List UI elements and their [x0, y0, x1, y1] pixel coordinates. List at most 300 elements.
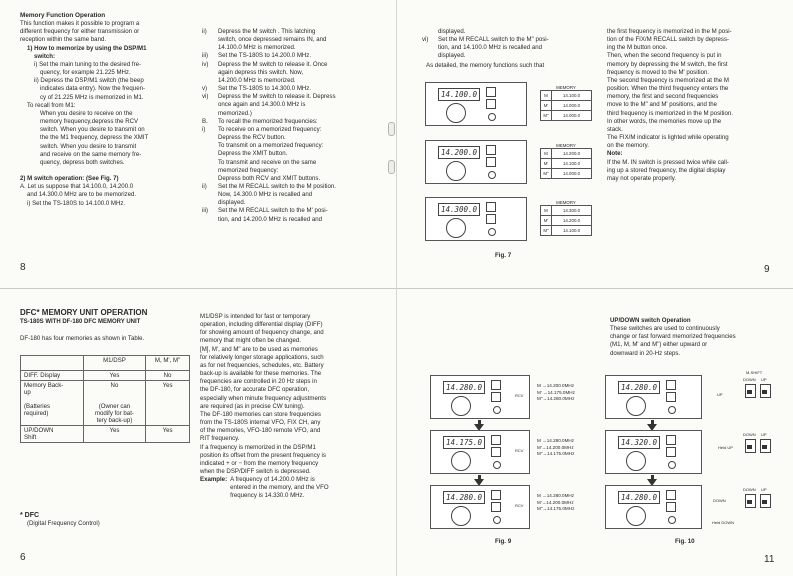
figure-caption: Fig. 10: [675, 538, 695, 545]
memory-key: M: [541, 206, 552, 215]
button-face-icon: [762, 500, 767, 504]
step-marker: [202, 69, 218, 77]
button-face-icon: [747, 500, 752, 504]
step-marker: [202, 142, 218, 150]
button-face-icon: [747, 390, 752, 394]
recall-label: To recall from M1:: [27, 101, 76, 109]
binder-ring: [388, 122, 395, 136]
down-button[interactable]: [745, 384, 756, 398]
body-line: The second frequency is memorized at the M: [607, 76, 729, 84]
table-cell: UP/DOWN Shift: [21, 426, 84, 443]
step-row: [202, 93, 372, 101]
step-text: Set the TS-180S to 14.200.0 MHz.: [218, 52, 312, 60]
memory-row: [541, 101, 591, 111]
table-cell: Memory Back- up (Batteries required): [21, 381, 84, 426]
footnote-body: (Digital Frequency Control): [27, 520, 100, 528]
dfc-footnote: [20, 512, 190, 528]
step-line: ii) Depress the DSP/M1 switch (the beep: [34, 77, 144, 85]
page-number: 6: [20, 552, 26, 563]
step-text: To receive on a memorized frequency:: [218, 125, 322, 133]
frequency-display: 14.280.0: [443, 491, 485, 504]
step-text: Depress the M switch . This latching: [218, 28, 316, 35]
example-label: Example:: [200, 476, 228, 484]
body-line: stack.: [607, 125, 623, 133]
step-text: displayed.: [218, 199, 246, 207]
intro-line: This function makes it possible to program a: [20, 20, 140, 28]
page-number: 8: [20, 262, 26, 273]
indicator-icon: [668, 406, 676, 414]
body-line: on the memory.: [607, 142, 649, 150]
step-text: memorized frequency:: [218, 166, 279, 174]
memory-value: 14.100.0: [562, 93, 581, 98]
step-marker: [202, 36, 218, 44]
step-row: [202, 199, 372, 207]
memory-list: [537, 383, 575, 403]
step-row: [202, 44, 372, 52]
step-text: To recall the memorized frequencies:: [218, 117, 318, 125]
page-number: 9: [764, 264, 770, 275]
tuning-knob: [451, 506, 471, 526]
memory-table: [20, 355, 190, 443]
step-marker: [202, 191, 218, 199]
switch-icon: [666, 490, 676, 500]
step-row: [202, 85, 372, 93]
step-row: [202, 77, 372, 85]
step-row: [202, 36, 372, 44]
table-cell: DIFF. Display: [21, 371, 84, 381]
example-body: [230, 476, 328, 500]
switch-icon: [486, 202, 496, 212]
spine-divider: [396, 0, 397, 576]
mshift-label: M-SHIFT: [746, 370, 763, 375]
body-line: for showing amount of frequency change, and: [200, 329, 324, 337]
page-title: DFC* MEMORY UNIT OPERATION: [20, 308, 148, 317]
switch-icon: [486, 145, 496, 155]
step-row: [202, 69, 372, 77]
step-row: [422, 28, 592, 36]
step-row: [202, 167, 372, 175]
memory-row: [541, 159, 591, 169]
body-line: are required (as in precise CW tuning).: [200, 402, 305, 410]
switch-icon: [491, 380, 501, 390]
page-number: 11: [764, 554, 775, 565]
switch-icon: [666, 392, 676, 402]
note-line: If the M. IN switch is pressed twice while call-: [607, 158, 729, 166]
table-cell: Yes: [146, 381, 190, 426]
step-line: i) Set the main tuning to the desired fre-: [34, 60, 142, 68]
step-marker: [202, 134, 218, 142]
frequency-display: 14.280.0: [618, 491, 660, 504]
table-intro: DF-180 has four memories as shown in Table.: [20, 335, 145, 343]
switch-icon: [486, 157, 496, 167]
up-button[interactable]: [760, 384, 771, 398]
body-line: of the memories, VFO-180 remote VFO, and: [200, 427, 321, 435]
button-face-icon: [747, 445, 752, 449]
up-label: UP: [761, 487, 767, 492]
step-text: tion, and 14.200.0 MHz is recalled and: [218, 215, 322, 223]
body-line: the DF-180, for accurate DFC operation,: [200, 386, 310, 394]
transceiver-panel: [425, 82, 527, 126]
figure-caption: Fig. 9: [495, 538, 512, 545]
step-marker: i): [202, 125, 206, 133]
memory-value: 14.000.0: [562, 113, 581, 118]
frequency-display: 14.280.0: [443, 381, 485, 394]
switch-icon: [491, 447, 501, 457]
memory-entry: M →14.280.0MHz: [537, 493, 575, 498]
step-marker: v): [202, 85, 208, 93]
page-9-col3: [422, 28, 592, 61]
memory-value: 14.000.0: [562, 103, 581, 108]
step-text: again depress this switch. Now,: [218, 68, 304, 76]
body-line: When you desire to receive on the: [40, 109, 133, 117]
down-label: DOWN: [743, 377, 756, 382]
body-line: memory by depressing the M switch, the first: [607, 60, 728, 68]
section-title: UP/DOWN switch Operation: [610, 317, 691, 324]
step-row: [202, 159, 372, 167]
switch-icon: [486, 87, 496, 97]
table-cell: Yes: [146, 426, 190, 443]
transceiver-panel: [425, 197, 527, 241]
up-label: UP: [761, 432, 767, 437]
step-row: [202, 126, 372, 134]
footnote-title: * DFC: [20, 512, 40, 519]
step-row: [422, 52, 592, 60]
example-block: [200, 476, 380, 500]
step-marker: [422, 44, 438, 52]
tuning-knob: [446, 161, 466, 181]
memory-row: [541, 216, 591, 226]
memory-row: [541, 169, 591, 178]
table-row: [21, 381, 190, 426]
step-text: memorized.): [218, 109, 252, 117]
step-marker: [202, 167, 218, 175]
step-text: Set the M RECALL switch to the M" posi-: [438, 36, 549, 44]
step-marker: B.: [202, 117, 208, 125]
memory-row: [541, 111, 591, 120]
step-row: [202, 150, 372, 158]
tuning-knob: [626, 451, 646, 471]
step-row: [202, 191, 372, 199]
body-line: M1/DSP is intended for fast or temporary: [200, 313, 311, 320]
step-text: Now, 14.300.0 MHz is recalled and: [218, 191, 313, 199]
body-line: move to the M" and M' positions, and the: [607, 101, 718, 109]
step-marker: [202, 101, 218, 109]
intro-line: reception within the same band.: [20, 36, 107, 44]
body-line: the first frequency is memorized in the M posi-: [607, 28, 732, 35]
memory-row: [541, 226, 591, 235]
step-text: Set the M RECALL switch to the M position.: [218, 182, 336, 190]
note-line: may not operate properly.: [607, 174, 676, 182]
step-marker: [422, 28, 438, 36]
memory-key: M: [541, 91, 552, 100]
step-row: [202, 28, 372, 36]
step-text: once again and 14.300.0 MHz is: [218, 101, 306, 109]
switch-icon: [491, 392, 501, 402]
indicator-icon: [493, 461, 501, 469]
down-button[interactable]: [745, 494, 756, 508]
memory-entry: M'→14.200.0MHz: [537, 444, 574, 450]
step-text: Depress both RCV and XMIT buttons.: [218, 174, 321, 182]
step-text: displayed.: [438, 28, 466, 35]
subsection-title: 1) How to memorize by using the DSP/M1: [27, 44, 147, 52]
down-label: DOWN: [713, 498, 726, 503]
body-line: ing the M button once.: [607, 44, 668, 52]
step-marker: ii): [202, 28, 207, 35]
up-label: UP: [761, 377, 767, 382]
memory-key: M': [541, 101, 552, 110]
memory-list: [537, 438, 574, 458]
held-up-label: Held UP: [718, 445, 733, 450]
step-marker: [202, 199, 218, 207]
step-text: Depress the RCV button.: [218, 134, 286, 142]
indicator-icon: [493, 516, 501, 524]
switch-icon: [666, 435, 676, 445]
table-header-cell: M1/DSP: [83, 356, 145, 371]
page-7: [200, 313, 380, 501]
step-marker: [202, 110, 218, 118]
step-marker: [202, 150, 218, 158]
transceiver-panel: [605, 485, 702, 529]
tuning-knob: [626, 396, 646, 416]
page-subtitle: TS-180S WITH DF-180 DFC MEMORY UNIT: [20, 319, 141, 325]
page-8-col2: [202, 28, 372, 224]
frequency-display: 14.100.0: [438, 88, 480, 101]
step-marker: [202, 175, 218, 183]
memory-value: 14.200.0: [562, 151, 581, 156]
table-header-cell: M, M', M": [146, 356, 190, 371]
table-cell: No (Owner can modify for bat- tery back-up): [83, 381, 145, 426]
step-text: 14.200.0 MHz is memorized.: [218, 76, 296, 84]
step-marker: vi): [202, 93, 209, 101]
step-marker: [202, 216, 218, 224]
body-line: switch. When you desire to transmit: [40, 142, 137, 150]
frequency-display: 14.320.0: [618, 436, 660, 449]
memory-entry: M →14.200.0MHz: [537, 383, 575, 388]
indicator-icon: [668, 461, 676, 469]
table-header-cell: [21, 356, 84, 371]
memory-entry: M"→14.175.0MHz: [537, 506, 575, 511]
step-marker: [202, 159, 218, 167]
step-row: [422, 36, 592, 44]
memory-value: 14.000.0: [562, 171, 581, 176]
memory-key: M": [541, 111, 552, 120]
up-label: UP: [717, 392, 723, 397]
step-marker: iv): [202, 60, 209, 68]
up-button[interactable]: [760, 494, 771, 508]
body-line: third frequency is memorized in the M position.: [607, 109, 733, 117]
table-cell: No: [146, 371, 190, 381]
step-marker: [202, 77, 218, 85]
frequency-display: 14.200.0: [438, 146, 480, 159]
body-line: RIT frequency.: [200, 435, 240, 443]
step-text: switch, once depressed remains IN, and: [218, 36, 327, 44]
memory-row: [541, 149, 591, 159]
body-line: indicated + or − from the memory frequency: [200, 459, 319, 467]
switch-icon: [486, 214, 496, 224]
memory-key: M": [541, 169, 552, 178]
table-row: [21, 426, 190, 443]
body-line: switch. When you desire to transmit on: [40, 126, 145, 134]
button-face-icon: [762, 445, 767, 449]
body-line: tion of the FIX/M RECALL switch by depress-: [607, 36, 730, 44]
step-text: Set the M RECALL switch to the M' posi-: [218, 207, 328, 215]
frequency-display: 14.175.0: [443, 436, 485, 449]
body-line: and 14.300.0 MHz are to be memorized.: [27, 191, 137, 199]
tuning-knob: [446, 218, 466, 238]
figure-caption: Fig. 7: [495, 252, 512, 259]
memory-table: [540, 143, 592, 179]
step-text: To transmit and receive on the same: [218, 158, 317, 166]
step-line: cy of 21.225 MHz is memorized in M1.: [40, 93, 144, 101]
rcv-label: RCV: [515, 503, 524, 508]
indicator-icon: [488, 228, 496, 236]
table-cell: Yes: [83, 371, 145, 381]
step-row: [202, 142, 372, 150]
page-9-col4: [607, 28, 777, 183]
summary-text: As detailed, the memory functions such that: [426, 62, 545, 69]
indicator-icon: [488, 171, 496, 179]
transceiver-panel: [605, 375, 702, 419]
body-line: These switches are used to continuously: [610, 325, 720, 333]
memory-row: [541, 206, 591, 216]
body-line: (M1, M, M' and M") either upward or: [610, 341, 708, 349]
step-row: [202, 52, 372, 60]
transceiver-panel: [605, 430, 702, 474]
step-row: [202, 216, 372, 224]
memory-entry: M'→14.200.0MHz: [537, 499, 574, 505]
memory-entry: M"→14.280.0MHz: [537, 396, 575, 401]
step-text: 14.100.0 MHz is memorized.: [218, 44, 296, 52]
body-line: frequencies are controlled in 20 Hz steps in: [200, 378, 317, 386]
down-label: DOWN: [743, 432, 756, 437]
step-row: [202, 134, 372, 142]
step-line: indicates data entry). Now the frequen-: [40, 85, 146, 93]
button-face-icon: [762, 390, 767, 394]
memory-label: MEMORY: [556, 143, 576, 148]
step-marker: vi): [422, 36, 429, 44]
switch-icon: [491, 502, 501, 512]
switch-icon: [666, 447, 676, 457]
step-row: [202, 207, 372, 215]
tuning-knob: [451, 451, 471, 471]
step-marker: ii): [202, 182, 207, 190]
body-line: operation, including differential display (DIFF): [200, 321, 323, 329]
step-text: To transmit on a memorized frequency:: [218, 142, 324, 150]
page-8-col1: [20, 12, 190, 208]
indicator-icon: [668, 516, 676, 524]
page-11: [610, 317, 780, 358]
subsection-title: 2) M switch operation: (See Fig. 7): [20, 175, 119, 183]
body-line: frequency is moved to the M' position.: [607, 68, 710, 76]
step-row: [422, 44, 592, 52]
step-marker: [422, 52, 438, 60]
memory-value: 14.200.0: [562, 218, 581, 223]
switch-icon: [486, 99, 496, 109]
tuning-knob: [446, 103, 466, 123]
switch-icon: [491, 435, 501, 445]
memory-table: [540, 200, 592, 236]
step-marker: iii): [202, 207, 209, 215]
memory-list: [537, 493, 574, 513]
transceiver-panel: [425, 140, 527, 184]
intro-line: different frequency for either transmission or: [20, 28, 140, 36]
frequency-display: 14.280.0: [618, 381, 660, 394]
tuning-knob: [451, 396, 471, 416]
step-row: [202, 61, 372, 69]
note-line: ing up a stored frequency, the digital display: [607, 166, 726, 174]
note-title: Note:: [607, 150, 623, 158]
tuning-knob: [626, 506, 646, 526]
body-line: and receive on the same memory fre-: [40, 150, 142, 158]
down-button[interactable]: [745, 439, 756, 453]
step-text: Depress the M switch to release it. Depress: [218, 93, 336, 101]
step-text: Depress the M switch to release it. Once: [218, 60, 328, 68]
body-line: position. When the third frequency enters the: [607, 85, 729, 93]
body-line: memory frequency,depress the RCV: [40, 118, 139, 126]
memory-label: MEMORY: [556, 85, 576, 90]
memory-entry: M →14.280.0MHz: [537, 438, 575, 443]
memory-table: [540, 85, 592, 121]
switch-icon: [666, 502, 676, 512]
memory-entry: M"→14.175.0MHz: [537, 451, 575, 456]
memory-key: M": [541, 226, 552, 235]
memory-key: M': [541, 159, 552, 168]
memory-key: M: [541, 149, 552, 158]
section-title: Memory Function Operation: [20, 12, 106, 19]
memory-value: 14.300.0: [562, 208, 581, 213]
memory-value: 14.100.0: [562, 161, 581, 166]
step-text: Depress the XMIT button.: [218, 150, 288, 158]
memory-key: M': [541, 216, 552, 225]
step-text: displayed.: [438, 52, 466, 60]
indicator-icon: [493, 406, 501, 414]
rcv-label: RCV: [515, 448, 524, 453]
body-line: The DF-180 memories can store frequencies: [200, 410, 321, 418]
body-line: quency, depress both switches.: [40, 158, 125, 166]
step-row: [202, 101, 372, 109]
step-text: Set the TS-180S to 14.300.0 MHz.: [218, 85, 312, 93]
body-line: If a frequency is memorized in the DSP/M1: [200, 443, 316, 451]
body-line: from the TS-180S internal VFO, FIX CH, any: [200, 419, 321, 427]
body-line: the the M1 frequency, depress the XMIT: [40, 134, 149, 142]
switch-icon: [491, 490, 501, 500]
frequency-display: 14.300.0: [438, 203, 480, 216]
page-6: [20, 308, 200, 343]
indicator-icon: [488, 113, 496, 121]
step-row: [202, 175, 372, 183]
body-line: The FIX/M indicator is lighted while operating: [607, 134, 729, 142]
memory-value: 14.100.0: [562, 228, 581, 233]
body-line: when the DSP/DIFF switch is depressed.: [200, 467, 311, 475]
body-line: A. Let us suppose that 14.100.0, 14.200.0: [20, 183, 134, 191]
body-line: position its offset from the present frequency is: [200, 451, 326, 459]
body-line: especially when minute frequency adjustments: [200, 394, 327, 402]
body-line: memory that might often be changed.: [200, 337, 301, 345]
up-button[interactable]: [760, 439, 771, 453]
table-cell: Yes: [83, 426, 145, 443]
summary-line: [426, 62, 596, 70]
body-line: downward in 20-Hz steps.: [610, 349, 681, 357]
held-down-label: Held DOWN: [712, 520, 735, 525]
binder-ring: [388, 160, 395, 174]
body-line: change or fast forward memorized frequencies: [610, 333, 736, 341]
step-line: quency, for example 21.225 MHz.: [40, 69, 131, 77]
example-line: A frequency of 14.200.0 MHz is: [230, 476, 315, 484]
step-row: [202, 183, 372, 191]
subsection-title: switch:: [34, 52, 55, 60]
body-line: as for net frequencies, schedules, etc. Battery: [200, 361, 324, 369]
rcv-label: RCV: [515, 393, 524, 398]
